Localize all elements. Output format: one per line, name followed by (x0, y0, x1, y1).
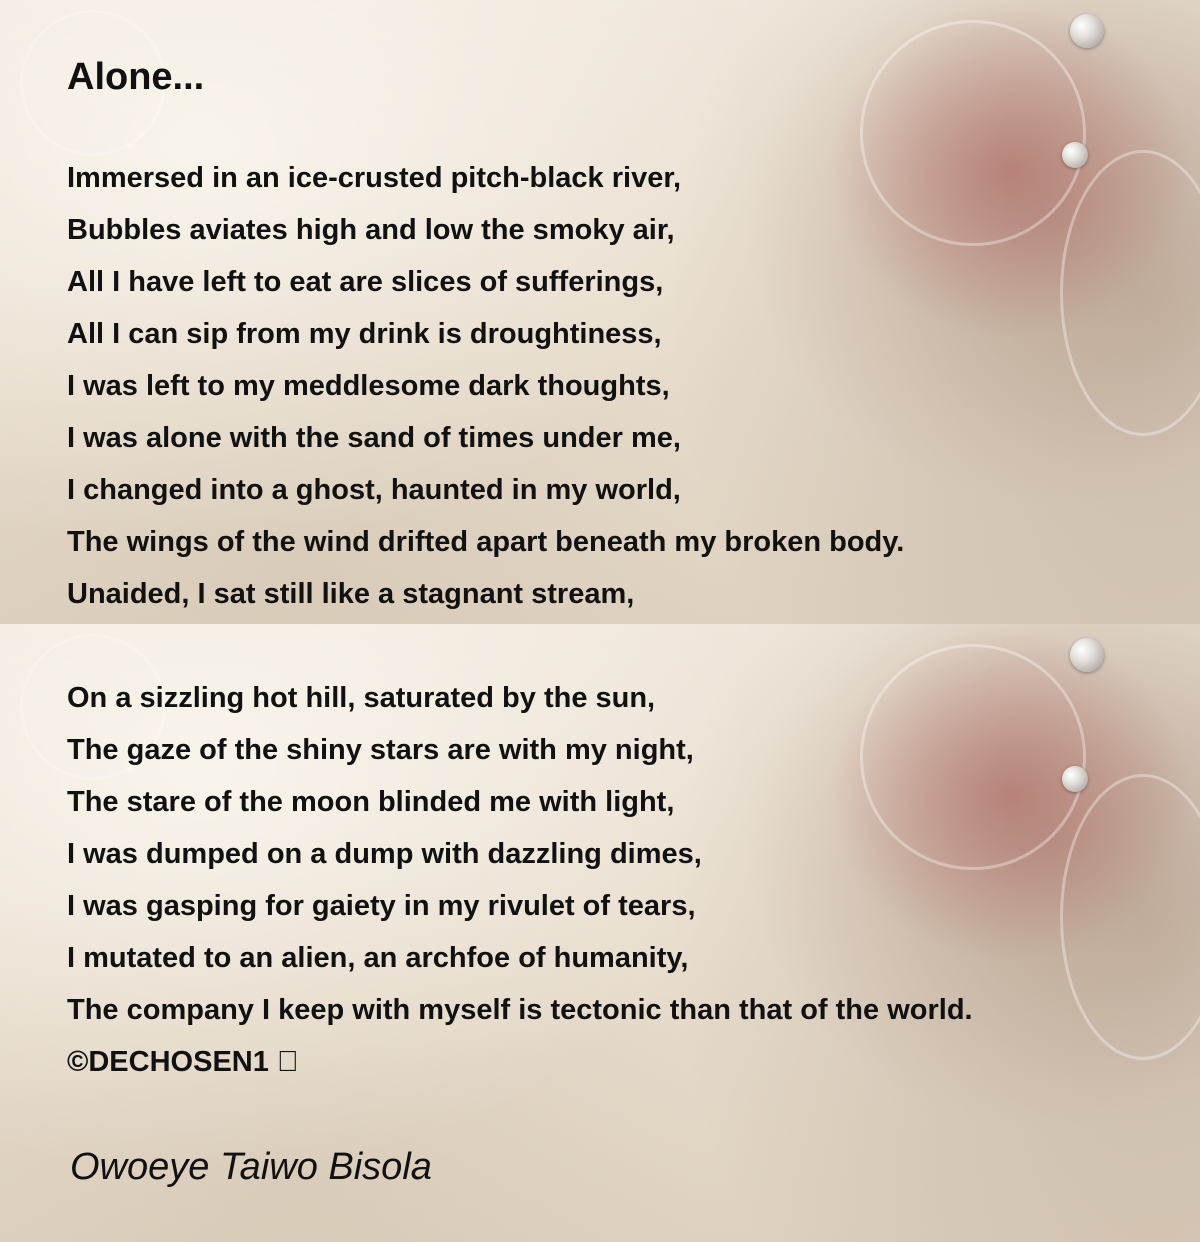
poem-line: I was alone with the sand of times under me, (67, 422, 681, 454)
poem-line: I was dumped on a dump with dazzling dimes, (67, 838, 702, 870)
poem-title: Alone... (67, 56, 205, 98)
poem-line: The company I keep with myself is tectonic than that of the world. (67, 994, 973, 1026)
poem-line: Bubbles aviates high and low the smoky air, (67, 214, 675, 246)
poem-line: I mutated to an alien, an archfoe of humanity, (67, 942, 689, 974)
poem-line: I was gasping for gaiety in my rivulet of tears, (67, 890, 696, 922)
poem-line: I was left to my meddlesome dark thoughts, (67, 370, 670, 402)
poem-line: The wings of the wind drifted apart beneath my broken body. (67, 526, 905, 558)
copyright-line: ©DECHOSEN1 ⃞ (67, 1046, 299, 1078)
poem-line: The stare of the moon blinded me with light, (67, 786, 675, 818)
poem-line: All I have left to eat are slices of sufferings, (67, 266, 664, 298)
poem-line: Immersed in an ice-crusted pitch-black river, (67, 162, 682, 194)
poem-line: I changed into a ghost, haunted in my world, (67, 474, 681, 506)
poem-line: Unaided, I sat still like a stagnant stream, (67, 578, 635, 610)
poem-line: On a sizzling hot hill, saturated by the sun, (67, 682, 656, 714)
poem-line: The gaze of the shiny stars are with my night, (67, 734, 694, 766)
stanza-1 (67, 152, 904, 620)
stanza-2 (67, 672, 973, 1088)
poem-line: All I can sip from my drink is droughtiness, (67, 318, 662, 350)
author-name: Owoeye Taiwo Bisola (70, 1146, 432, 1188)
